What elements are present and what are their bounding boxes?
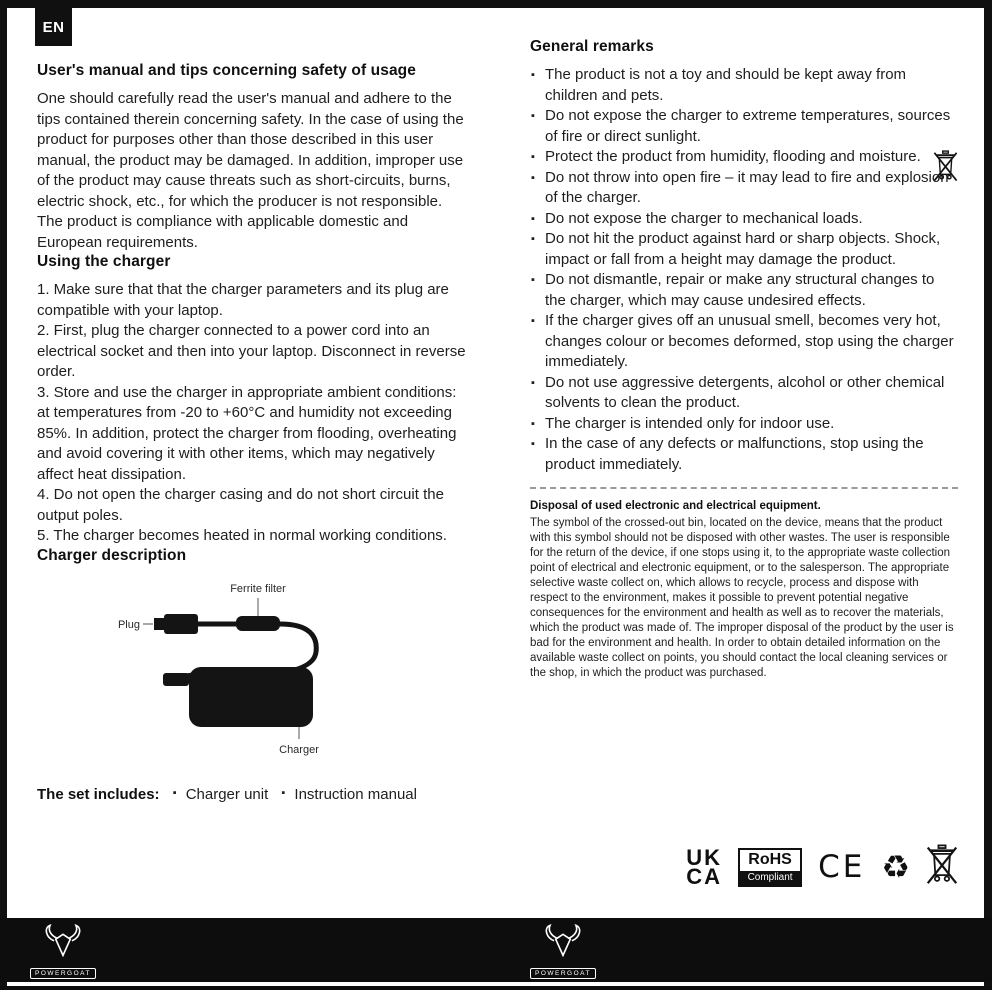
set-includes-item: ▪ Instruction manual [294,786,417,803]
ferrite-filter-shape [236,616,280,631]
rohs-mark-subtitle: Compliant [740,871,800,885]
set-includes-label: The set includes: [37,785,160,803]
using-step: 3. Store and use the charger in appropriate ambient conditions: at temperatures from -20 to +60°C and humidity not exceeding 85%. In addition, protect the charger from flooding, overheating and avoid covering it with other items, which may negatively affect heat dissipation. [37,383,457,483]
brand-name: POWERGOAT [530,968,596,979]
using-step: 1. Make sure that that the charger parameters and its plug are compatible with your laptop. [37,281,449,319]
charger-diagram [37,574,469,759]
cable-connector-shape [163,673,189,686]
remark-item: ▪ Protect the product from humidity, flooding and moisture. [530,147,958,168]
plug-label: Plug [117,618,140,631]
dashed-divider [530,487,958,489]
compliance-marks-row [686,844,958,890]
charger-diagram-container [37,574,469,764]
disposal-heading: Disposal of used electronic and electrical equipment. [530,500,821,512]
goat-icon [536,923,590,957]
intro-paragraph: One should carefully read the user's manual and adhere to the tips contained therein concerning safety. In the case of using the product for purposes other than those described in this user manual, the product may be damaged. In addition, improper use of the product may cause threats such as short-circuits, burns, electric shock, etc., for which the producer is not responsible. The product is compliance with applicable domestic and European requirements. [37,90,464,251]
remark-item: ▪ Do not dismantle, repair or make any structural changes to the charger, which may cause undesired effects. [530,270,958,311]
brand-name: POWERGOAT [30,968,96,979]
remark-item: ▪ Do not throw into open fire – it may lead to fire and explosion of the charger. [530,168,958,209]
recycle-icon: ♻ [881,848,910,886]
ukca-mark-bottom: CA [686,864,723,889]
language-badge: EN [35,8,72,46]
ce-mark: CE [818,849,866,885]
general-remarks-list [530,65,958,475]
using-step: 5. The charger becomes heated in normal working conditions. [37,527,447,544]
using-charger-list [37,280,469,547]
remark-item: ▪ The charger is intended only for indoor use. [530,414,958,435]
disposal-paragraph: The symbol of the crossed-out bin, located on the device, means that the product with this symbol should not be disposed with other wastes. The user is responsible for the return of the device, if one stops using it, to the appropriate waste collection point of electrical and electronic equipment, or to the salesperson. The appropriate selective waste collect on, which allows to recycle, process and dispose with respect to the environment, makes it possible to prevent potential negative consequences for the environment and health as well as to recover the materials, which the product was made of. The improper disposal of the product by the user is bad for the environment and health. In order to obtain detailed information on the available waste collect on points, you should contact the local cleaning services or the shop, in which the product was purchased. [530,517,954,679]
goat-icon [36,923,90,957]
charger-description-heading: Charger description [37,546,187,564]
rohs-mark [738,848,802,887]
remark-item: ▪ Do not hit the product against hard or sharp objects. Shock, impact or fall from a height may damage the product. [530,229,958,270]
top-border [0,0,992,8]
brand-logo [528,923,598,980]
using-step: 2. First, plug the charger connected to a power cord into an electrical socket and then into your laptop. Disconnect in reverse order. [37,322,466,380]
set-includes-item: ▪ Charger unit [186,786,269,803]
footer-band [0,918,992,982]
using-charger-heading: Using the charger [37,253,171,270]
brand-logo [28,923,98,980]
ferrite-filter-label: Ferrite filter [230,582,286,595]
ukca-mark-top: UK [686,845,723,870]
remark-item: ▪ Do not expose the charger to mechanical loads. [530,209,958,230]
general-remarks-heading: General remarks [530,38,654,55]
remark-item: ▪ Do not expose the charger to extreme temperatures, sources of fire or direct sunlight. [530,106,958,147]
right-column [530,38,958,889]
ukca-mark [686,845,723,889]
remark-item: ▪ In the case of any defects or malfunctions, stop using the product immediately. [530,434,958,475]
set-includes-line [37,786,469,803]
remark-item: ▪ If the charger gives off an unusual smell, becomes very hot, changes colour or becomes deformed, stop using the charger immediately. [530,311,958,373]
rohs-mark-name: RoHS [748,850,792,868]
intro-heading: User's manual and tips concerning safety of usage [37,62,416,79]
using-step: 4. Do not open the charger casing and do not short circuit the output poles. [37,486,444,524]
remark-item: ▪ The product is not a toy and should be kept away from children and pets. [530,65,958,106]
charger-body-shape [189,667,313,727]
plug-body-shape [164,614,198,634]
right-border [984,0,992,990]
charger-label: Charger [279,743,319,756]
crossed-out-bin-icon [933,150,958,187]
left-border [0,0,7,990]
left-column [37,62,469,803]
bottom-border [0,986,992,990]
weee-bin-icon [926,844,958,890]
plug-tip-shape [154,618,164,630]
remark-item: ▪ Do not use aggressive detergents, alcohol or other chemical solvents to clean the product. [530,373,958,414]
